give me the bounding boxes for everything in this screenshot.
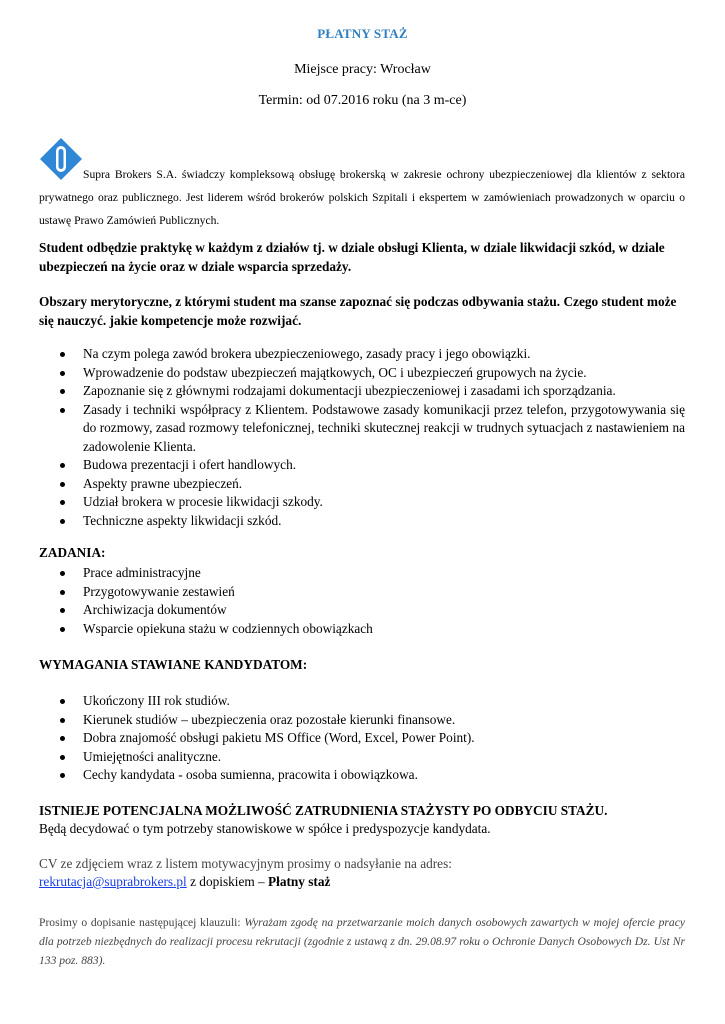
bullet-icon — [60, 755, 65, 760]
bullet-icon — [60, 500, 65, 505]
requirements-heading: WYMAGANIA STAWIANE KANDYDATOM: — [39, 657, 308, 672]
bullet-icon — [60, 519, 65, 524]
tasks-list — [39, 564, 685, 638]
list-item: Ukończony III rok studiów. — [39, 692, 685, 711]
list-item: Cechy kandydata - osoba sumienna, pracowita i obowiązkowa. — [39, 766, 685, 785]
contact-line — [39, 874, 685, 890]
clause-intro: Prosimy o dopisanie następującej klauzuli: — [39, 916, 245, 929]
bullet-icon — [60, 408, 65, 413]
bullet-icon — [60, 590, 65, 595]
bullet-icon — [60, 463, 65, 468]
list-item: Zasady i techniki współpracy z Klientem. Podstawowe zasady komunikacji przez telefon, przygotowywania się do rozmowy, zasad rozmowy telefonicznej, techniki skutecznej reakcji w trudnych sytuacjach z nastawieniem na zadowolenie Klienta. — [39, 401, 685, 457]
email-link[interactable]: rekrutacja@suprabrokers.pl — [39, 874, 187, 889]
employment-heading: ISTNIEJE POTENCJALNA MOŻLIWOŚĆ ZATRUDNIENIA STAŻYSTY PO ODBYCIU STAŻU. — [39, 803, 608, 818]
list-item: Zapoznanie się z głównymi rodzajami dokumentacji ubezpieczeniowej i zasadami ich sporządzania. — [39, 382, 685, 401]
list-item: Udział brokera w procesie likwidacji szkody. — [39, 493, 685, 512]
email-subject: Płatny staż — [268, 874, 331, 889]
bullet-icon — [60, 482, 65, 487]
practice-statement: Student odbędzie praktykę w każdym z działów tj. w dziale obsługi Klienta, w dziale likwidacji szkód, w dziale ubezpieczeń na życie oraz w dziale wsparcia sprzedaży. — [39, 240, 665, 274]
list-item: Na czym polega zawód brokera ubezpieczeniowego, zasady pracy i jego obowiązki. — [39, 345, 685, 364]
list-item: Aspekty prawne ubezpieczeń. — [39, 475, 685, 494]
intro-text: Supra Brokers S.A. świadczy kompleksową obsługę brokerską w zakresie ochrony ubezpieczeniowej dla klientów z sektora prywatnego oraz publicznego. Jest liderem wśród brokerów polskich Szpitali i ekspertem w zamówieniach prowadzonych w oparciu o ustawę Prawo Zamówień Publicznych. — [39, 168, 685, 227]
email-suffix: z dopiskiem – — [186, 874, 268, 889]
areas-intro: Obszary merytoryczne, z którymi student ma szanse zapoznać się podczas odbywania stażu. Czego student może się nauczyć. jakie kompetencje może rozwijać. — [39, 294, 677, 328]
tasks-heading: ZADANIA: — [39, 545, 106, 560]
cv-instructions: CV ze zdjęciem wraz z listem motywacyjnym prosimy o nadsyłanie na adres: — [39, 856, 452, 871]
list-item: Archiwizacja dokumentów — [39, 601, 685, 620]
requirements-list — [39, 692, 685, 785]
list-item: Kierunek studiów – ubezpieczenia oraz pozostałe kierunki finansowe. — [39, 711, 685, 730]
list-item: Wprowadzenie do podstaw ubezpieczeń majątkowych, OC i ubezpieczeń grupowych na życie. — [39, 364, 685, 383]
bullet-icon — [60, 389, 65, 394]
clause-text: Wyrażam zgodę na przetwarzanie moich danych osobowych zawartych w mojej ofercie pracy dla potrzeb niezbędnych do realizacji procesu rekrutacji (zgodnie z ustawą z dn. 29.08.97 roku o Ochronie Danych Osobowych Dz. Ust Nr 133 poz. 883). — [39, 916, 685, 967]
list-item: Dobra znajomość obsługi pakietu MS Office (Word, Excel, Power Point). — [39, 729, 685, 748]
employment-note: Będą decydować o tym potrzeby stanowiskowe w spółce i predyspozycje kandydata. — [39, 821, 491, 836]
list-item: Budowa prezentacji i ofert handlowych. — [39, 456, 685, 475]
bullet-icon — [60, 371, 65, 376]
consent-clause — [39, 913, 685, 970]
list-item: Przygotowywanie zestawień — [39, 583, 685, 602]
bullet-icon — [60, 571, 65, 576]
intro-paragraph — [39, 163, 685, 232]
bullet-icon — [60, 699, 65, 704]
bullet-icon — [60, 773, 65, 778]
list-item: Umiejętności analityczne. — [39, 748, 685, 767]
list-item: Techniczne aspekty likwidacji szkód. — [39, 512, 685, 531]
bullet-icon — [60, 627, 65, 632]
job-location: Miejsce pracy: Wrocław — [294, 62, 431, 77]
bullet-icon — [60, 736, 65, 741]
page-title: PŁATNY STAŻ — [317, 26, 408, 41]
list-item: Prace administracyjne — [39, 564, 685, 583]
areas-list — [39, 345, 685, 530]
bullet-icon — [60, 352, 65, 357]
list-item: Wsparcie opiekuna stażu w codziennych obowiązkach — [39, 620, 685, 639]
bullet-icon — [60, 608, 65, 613]
job-term: Termin: od 07.2016 roku (na 3 m-ce) — [258, 93, 467, 108]
bullet-icon — [60, 718, 65, 723]
